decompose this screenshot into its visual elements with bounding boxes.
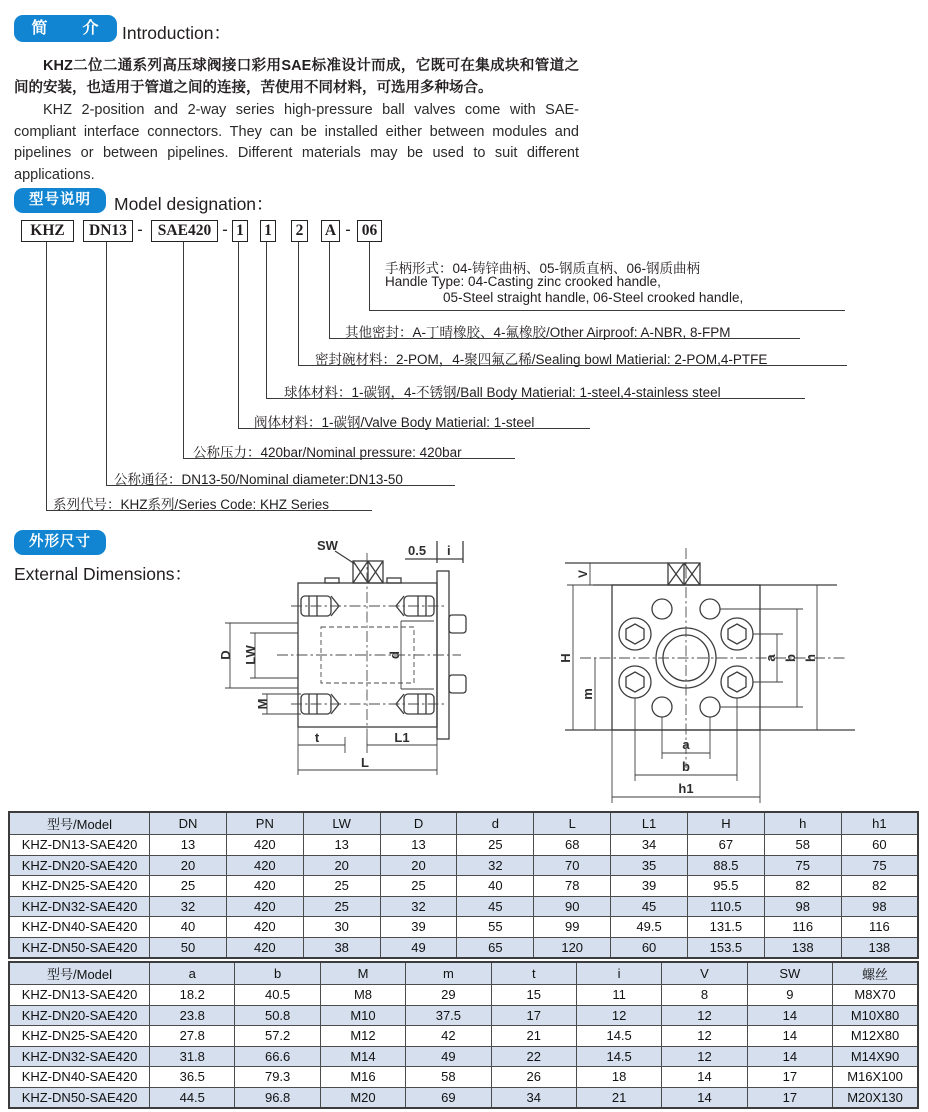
intro-paragraph-en: KHZ 2-position and 2-way series high-pressure ball valves come with SAE-compliant interface connectors. They can be installed either between modules and pipelines or between pipelines. Different materials may be used to suit different applications. [14, 102, 579, 183]
column-header: H [687, 812, 764, 835]
dimension-table-2 [8, 961, 919, 1109]
value-cell: 37.5 [406, 1005, 491, 1026]
connector-line-pressure [183, 242, 184, 458]
value-cell: 30 [303, 917, 380, 938]
value-cell: 20 [303, 855, 380, 876]
value-cell: 420 [226, 937, 303, 958]
value-cell: 29 [406, 985, 491, 1006]
dim-label-d: d [387, 651, 402, 659]
value-cell: 23.8 [150, 1005, 235, 1026]
code-dash: - [345, 221, 351, 238]
value-cell: 25 [457, 835, 534, 856]
value-cell: 70 [534, 855, 611, 876]
designation-badge: 型号说明 [14, 188, 106, 213]
value-cell: 420 [226, 855, 303, 876]
anno-pressure: 公称压力：420bar/Nominal pressure: 420bar [193, 445, 462, 460]
code-box-pressure: SAE420 [151, 220, 218, 242]
value-cell: 25 [380, 876, 457, 897]
side-view-drawing [205, 533, 475, 798]
column-header: DN [150, 812, 227, 835]
dim-label-a-bottom: a [682, 737, 690, 752]
dimensions-heading: External Dimensions： [14, 564, 192, 584]
dim-label-L1: L1 [394, 730, 410, 745]
value-cell: 45 [611, 896, 688, 917]
dimensions-badge: 外形尺寸 [14, 530, 106, 555]
model-cell: KHZ-DN50-SAE420 [9, 1087, 150, 1108]
model-cell: KHZ-DN40-SAE420 [9, 917, 150, 938]
value-cell: 50 [150, 937, 227, 958]
value-cell: 69 [406, 1087, 491, 1108]
value-cell: M12 [320, 1026, 405, 1047]
dim-label-v: V [576, 569, 590, 579]
value-cell: 95.5 [687, 876, 764, 897]
table-row [9, 1067, 918, 1088]
table-row [9, 937, 918, 958]
value-cell: M20X130 [833, 1087, 918, 1108]
value-cell: 96.8 [235, 1087, 320, 1108]
table-row [9, 917, 918, 938]
column-header: 型号/Model [9, 812, 150, 835]
dim-label-t: t [314, 730, 320, 745]
anno-valve: 阀体材料：1-碳钢/Valve Body Matierial: 1-steel [254, 415, 535, 430]
dim-label-b-bottom: b [682, 759, 690, 774]
value-cell: 20 [380, 855, 457, 876]
value-cell: 40 [150, 917, 227, 938]
value-cell: 18.2 [150, 985, 235, 1006]
column-header: b [235, 962, 320, 985]
value-cell: 90 [534, 896, 611, 917]
value-cell: 153.5 [687, 937, 764, 958]
value-cell: 25 [303, 876, 380, 897]
column-header: t [491, 962, 576, 985]
value-cell: M14 [320, 1046, 405, 1067]
dim-label-a-side: a [763, 654, 778, 662]
value-cell: 14.5 [576, 1026, 661, 1047]
table-row [9, 1026, 918, 1047]
anno-handle-zh: 手柄形式：04-铸锌曲柄、05-钢质直柄、06-钢质曲柄 [385, 261, 701, 276]
value-cell: 35 [611, 855, 688, 876]
value-cell: 67 [687, 835, 764, 856]
value-cell: 25 [150, 876, 227, 897]
value-cell: M8 [320, 985, 405, 1006]
value-cell: 120 [534, 937, 611, 958]
model-cell: KHZ-DN32-SAE420 [9, 1046, 150, 1067]
dimension-table-main [8, 811, 919, 959]
value-cell: 32 [380, 896, 457, 917]
anno-sealing: 密封碗材料：2-POM，4-聚四氟乙稀/Sealing bowl Matierial: 2-POM,4-PTFE [315, 352, 768, 367]
value-cell: 420 [226, 876, 303, 897]
value-cell: 14 [662, 1067, 747, 1088]
column-header: h [764, 812, 841, 835]
model-cell: KHZ-DN25-SAE420 [9, 1026, 150, 1047]
value-cell: 79.3 [235, 1067, 320, 1088]
value-cell: 66.6 [235, 1046, 320, 1067]
connector-line-valve [238, 242, 239, 428]
code-box-valve-body: 1 [232, 220, 248, 242]
anno-airproof: 其他密封：A-丁晴橡胶、4-氟橡胶/Other Airproof: A-NBR, 8-FPM [345, 325, 731, 340]
value-cell: 12 [662, 1026, 747, 1047]
value-cell: 13 [150, 835, 227, 856]
value-cell: 42 [406, 1026, 491, 1047]
dim-label-m: m [580, 688, 595, 700]
value-cell: 26 [491, 1067, 576, 1088]
dim-label-sw: SW [317, 538, 338, 553]
connector-line-handle [369, 242, 370, 310]
value-cell: M12X80 [833, 1026, 918, 1047]
dimension-table-1 [8, 811, 919, 959]
value-cell: 60 [841, 835, 918, 856]
value-cell: 82 [764, 876, 841, 897]
column-header: 螺丝 [833, 962, 918, 985]
value-cell: 17 [747, 1087, 832, 1108]
model-cell: KHZ-DN13-SAE420 [9, 835, 150, 856]
value-cell: 15 [491, 985, 576, 1006]
table-row [9, 835, 918, 856]
value-cell: 32 [150, 896, 227, 917]
table-row [9, 985, 918, 1006]
model-cell: KHZ-DN20-SAE420 [9, 1005, 150, 1026]
value-cell: 138 [841, 937, 918, 958]
model-cell: KHZ-DN50-SAE420 [9, 937, 150, 958]
connector-line-airproof [329, 242, 330, 338]
code-box-sealing: 2 [291, 220, 308, 242]
value-cell: 131.5 [687, 917, 764, 938]
column-header: h1 [841, 812, 918, 835]
connector-line-sealing [298, 242, 299, 365]
value-cell: 50.8 [235, 1005, 320, 1026]
value-cell: 31.8 [150, 1046, 235, 1067]
value-cell: 49 [406, 1046, 491, 1067]
table-row [9, 876, 918, 897]
value-cell: 98 [841, 896, 918, 917]
value-cell: 98 [764, 896, 841, 917]
dim-label-h-side: h [803, 654, 818, 662]
anno-handle-en1: Handle Type: 04-Casting zinc crooked handle, [385, 274, 661, 289]
value-cell: 60 [611, 937, 688, 958]
column-header: L1 [611, 812, 688, 835]
value-cell: 58 [406, 1067, 491, 1088]
value-cell: 99 [534, 917, 611, 938]
value-cell: 9 [747, 985, 832, 1006]
intro-badge: 简 介 [14, 15, 117, 42]
column-header: D [380, 812, 457, 835]
value-cell: 78 [534, 876, 611, 897]
value-cell: 40 [457, 876, 534, 897]
dim-label-b-side: b [783, 654, 798, 662]
value-cell: 34 [611, 835, 688, 856]
value-cell: 116 [841, 917, 918, 938]
value-cell: 14 [747, 1005, 832, 1026]
code-dash: - [137, 221, 143, 238]
value-cell: 45 [457, 896, 534, 917]
dim-label-i: i [447, 543, 451, 558]
model-cell: KHZ-DN40-SAE420 [9, 1067, 150, 1088]
value-cell: 14 [662, 1087, 747, 1108]
column-header: V [662, 962, 747, 985]
connector-line-diameter [106, 242, 107, 485]
code-box-handle: 06 [357, 220, 382, 242]
value-cell: 65 [457, 937, 534, 958]
column-header: i [576, 962, 661, 985]
value-cell: 68 [534, 835, 611, 856]
value-cell: 82 [841, 876, 918, 897]
model-designation-diagram [0, 215, 928, 527]
value-cell: 12 [662, 1005, 747, 1026]
model-cell: KHZ-DN25-SAE420 [9, 876, 150, 897]
value-cell: 40.5 [235, 985, 320, 1006]
value-cell: 21 [491, 1026, 576, 1047]
value-cell: M20 [320, 1087, 405, 1108]
value-cell: 27.8 [150, 1026, 235, 1047]
value-cell: 12 [576, 1005, 661, 1026]
dim-label-L: L [361, 755, 369, 770]
column-header: SW [747, 962, 832, 985]
value-cell: 12 [662, 1046, 747, 1067]
value-cell: 14 [747, 1026, 832, 1047]
table-row [9, 855, 918, 876]
value-cell: 17 [747, 1067, 832, 1088]
table-row [9, 1087, 918, 1108]
dim-label-LW: LW [243, 645, 258, 665]
anno-ball: 球体材料：1-碳钢，4-不锈钢/Ball Body Matierial: 1-steel,4-stainless steel [284, 385, 721, 400]
dim-label-h1: h1 [678, 781, 694, 796]
table-row [9, 896, 918, 917]
value-cell: 420 [226, 835, 303, 856]
value-cell: 14.5 [576, 1046, 661, 1067]
column-header: PN [226, 812, 303, 835]
value-cell: 36.5 [150, 1067, 235, 1088]
value-cell: M8X70 [833, 985, 918, 1006]
value-cell: 11 [576, 985, 661, 1006]
dim-label-tol: 0.5 [408, 543, 427, 558]
table-row [9, 1005, 918, 1026]
value-cell: M16 [320, 1067, 405, 1088]
column-header: d [457, 812, 534, 835]
value-cell: 18 [576, 1067, 661, 1088]
column-header: 型号/Model [9, 962, 150, 985]
connector-line-ball [266, 242, 267, 398]
intro-paragraph-zh: KHZ二位二通系列高压球阀接口彩用SAE标准设计而成，它既可在集成块和管道之间的安装，也适用于管道之间的连接，苦使用不同材料，可选用多种场合。 [14, 58, 579, 96]
front-view-drawing [545, 533, 875, 813]
code-box-airproof: A [321, 220, 340, 242]
value-cell: 13 [303, 835, 380, 856]
value-cell: 420 [226, 896, 303, 917]
value-cell: 38 [303, 937, 380, 958]
value-cell: 420 [226, 917, 303, 938]
model-cell: KHZ-DN13-SAE420 [9, 985, 150, 1006]
table-header-row [9, 962, 918, 985]
designation-heading: Model designation： [114, 194, 274, 214]
rule-handle [369, 310, 845, 311]
value-cell: M14X90 [833, 1046, 918, 1067]
value-cell: 138 [764, 937, 841, 958]
anno-diameter: 公称通径：DN13-50/Nominal diameter:DN13-50 [114, 472, 403, 487]
code-box-ball-body: 1 [260, 220, 276, 242]
value-cell: 8 [662, 985, 747, 1006]
value-cell: 49.5 [611, 917, 688, 938]
value-cell: 88.5 [687, 855, 764, 876]
value-cell: 58 [764, 835, 841, 856]
value-cell: 22 [491, 1046, 576, 1067]
value-cell: M10X80 [833, 1005, 918, 1026]
column-header: LW [303, 812, 380, 835]
value-cell: 20 [150, 855, 227, 876]
column-header: m [406, 962, 491, 985]
value-cell: 32 [457, 855, 534, 876]
table-header-row [9, 812, 918, 835]
code-box-series: KHZ [21, 220, 74, 242]
value-cell: 25 [303, 896, 380, 917]
value-cell: 55 [457, 917, 534, 938]
dim-label-H: H [558, 653, 573, 663]
code-box-diameter: DN13 [83, 220, 133, 242]
model-cell: KHZ-DN32-SAE420 [9, 896, 150, 917]
value-cell: 39 [380, 917, 457, 938]
value-cell: 14 [747, 1046, 832, 1067]
value-cell: 44.5 [150, 1087, 235, 1108]
value-cell: M10 [320, 1005, 405, 1026]
model-cell: KHZ-DN20-SAE420 [9, 855, 150, 876]
value-cell: 21 [576, 1087, 661, 1108]
value-cell: 75 [841, 855, 918, 876]
anno-series: 系列代号：KHZ系列/Series Code: KHZ Series [53, 497, 330, 512]
dimension-table-detail [8, 961, 919, 1109]
value-cell: 57.2 [235, 1026, 320, 1047]
column-header: L [534, 812, 611, 835]
dim-label-M: M [255, 698, 270, 710]
value-cell: 17 [491, 1005, 576, 1026]
anno-handle-en2: 05-Steel straight handle, 06-Steel crooked handle, [443, 290, 744, 305]
table-row [9, 1046, 918, 1067]
connector-line-series [46, 242, 47, 510]
dim-label-D: D [218, 650, 233, 660]
value-cell: 13 [380, 835, 457, 856]
value-cell: 116 [764, 917, 841, 938]
intro-heading: Introduction： [122, 23, 231, 43]
code-dash: - [222, 221, 228, 238]
column-header: a [150, 962, 235, 985]
value-cell: 34 [491, 1087, 576, 1108]
value-cell: 110.5 [687, 896, 764, 917]
column-header: M [320, 962, 405, 985]
value-cell: 39 [611, 876, 688, 897]
value-cell: 75 [764, 855, 841, 876]
value-cell: 49 [380, 937, 457, 958]
value-cell: M16X100 [833, 1067, 918, 1088]
